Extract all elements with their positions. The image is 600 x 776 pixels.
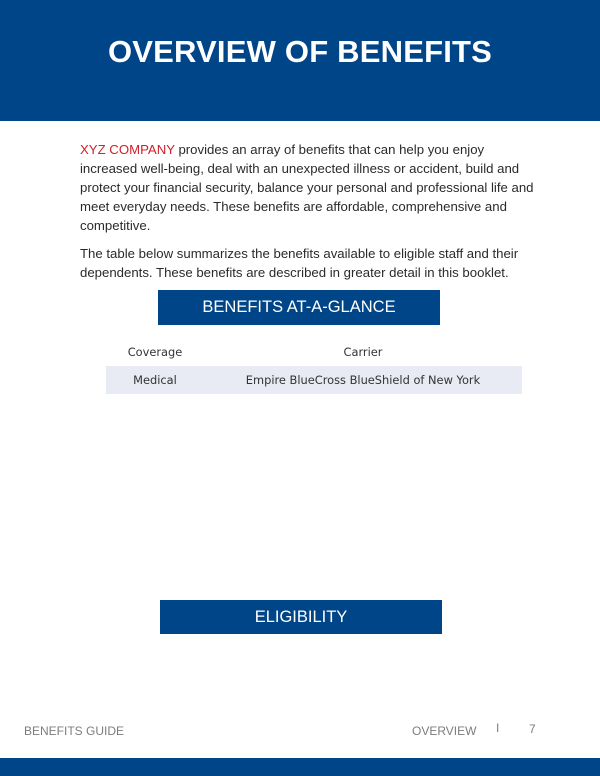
company-name: XYZ COMPANY [80, 142, 175, 157]
page-title: OVERVIEW OF BENEFITS [107, 34, 493, 69]
table-cell-coverage: Medical [133, 373, 177, 387]
footer-section-name: OVERVIEW [412, 724, 477, 738]
table-header-row [106, 338, 522, 366]
column-header-coverage: Coverage [127, 345, 183, 359]
footer-band [0, 758, 600, 776]
page-number: 7 [529, 722, 536, 736]
intro-paragraph-2: The table below summarizes the benefits available to eligible staff and their dependents. These benefits are described in greater detail in this booklet. [80, 246, 519, 280]
benefits-table [106, 338, 522, 394]
intro-paragraph-1-text: provides an array of benefits that can help you enjoy increased well-being, deal with an unexpected illness or accident, build and protect your financial security, balance your personal and professional life and meet everyday needs. These benefits are affordable, comprehensive and competitive. [80, 142, 534, 233]
intro-paragraph-1 [80, 140, 542, 235]
benefits-at-a-glance-heading: BENEFITS AT-A-GLANCE [158, 290, 440, 325]
table-row [106, 366, 522, 394]
footer-separator: I [496, 721, 500, 735]
eligibility-heading: ELIGIBILITY [160, 600, 442, 634]
column-header-carrier: Carrier [343, 345, 383, 359]
intro-text [80, 140, 542, 291]
table-cell-carrier: Empire BlueCross BlueShield of New York [245, 373, 481, 387]
footer-guide-title: BENEFITS GUIDE [24, 724, 125, 738]
